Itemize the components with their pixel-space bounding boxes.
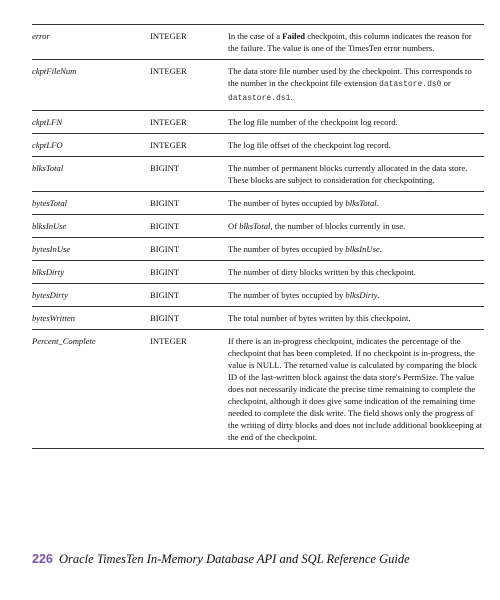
- page-footer: [32, 552, 410, 567]
- column-reference-table: [32, 24, 484, 449]
- description-cell: [228, 330, 484, 449]
- description-text: The data store file number used by the checkpoint. This corresponds to the number in the checkpoint file extension: [228, 66, 472, 88]
- description-cell: [228, 25, 484, 60]
- column-name-cell: bytesTotal: [32, 192, 150, 215]
- description-text: The number of bytes occupied by: [228, 244, 346, 254]
- data-type-cell: INTEGER: [150, 330, 228, 449]
- table-row: [32, 307, 484, 330]
- description-text: .: [379, 244, 382, 254]
- data-type-cell: BIGINT: [150, 192, 228, 215]
- table-row: [32, 157, 484, 192]
- description-cell: [228, 157, 484, 192]
- description-text: In the case of a: [228, 31, 283, 41]
- description-text: Failed: [282, 31, 306, 41]
- description-text: .: [376, 198, 379, 208]
- column-name-cell: bytesWritten: [32, 307, 150, 330]
- table-row: [32, 261, 484, 284]
- data-type-cell: BIGINT: [150, 307, 228, 330]
- description-text: checkpoint, this column indicates the reason for the failure. The value is one of the TimesTen error numbers.: [228, 31, 472, 53]
- column-name-cell: ckptLFN: [32, 111, 150, 134]
- description-text: The log file offset of the checkpoint log record.: [228, 140, 391, 150]
- data-type-cell: INTEGER: [150, 111, 228, 134]
- table-row: [32, 284, 484, 307]
- table-row: [32, 111, 484, 134]
- data-type-cell: INTEGER: [150, 25, 228, 60]
- description-text: If there is an in-progress checkpoint, indicates the percentage of the checkpoint that has been completed. If no checkpoint is in-progress, the value is NULL. The returned value is calculated by comparing the block ID of the last-written block against the data store's PermSize. The value does not necessarily indicate the precise time remaining to complete the checkpoint, although it does give some indication of the remaining time needed to complete the disk write. The field shows only the progress of the writing of dirty blocks and does not include additional bookkeeping at the end of the checkpoint.: [228, 336, 483, 442]
- description-cell: [228, 238, 484, 261]
- description-text: , the number of blocks currently in use.: [270, 221, 406, 231]
- description-text: .: [290, 92, 293, 102]
- table-row: [32, 192, 484, 215]
- data-type-cell: BIGINT: [150, 238, 228, 261]
- description-text: blksInUse: [345, 244, 380, 254]
- description-text: datastore.ds1: [228, 94, 291, 103]
- description-text: The number of bytes occupied by: [228, 198, 346, 208]
- table-body: [32, 25, 484, 449]
- description-text: blksTotal: [239, 221, 271, 231]
- description-text: Of: [228, 221, 240, 231]
- description-cell: [228, 261, 484, 284]
- table-row: [32, 215, 484, 238]
- column-name-cell: Percent_Complete: [32, 330, 150, 449]
- description-text: blksTotal: [345, 198, 377, 208]
- column-name-cell: bytesInUse: [32, 238, 150, 261]
- book-title: Oracle TimesTen In-Memory Database API and SQL Reference Guide: [58, 552, 410, 566]
- page-number: 226: [32, 552, 53, 566]
- data-type-cell: BIGINT: [150, 215, 228, 238]
- table-row: [32, 60, 484, 111]
- table-row: [32, 238, 484, 261]
- description-text: or: [441, 78, 451, 88]
- description-text: .: [377, 290, 380, 300]
- description-text: blksDirty: [345, 290, 378, 300]
- description-text: The number of permanent blocks currently allocated in the data store. These blocks are subject to consideration for checkpointing.: [228, 163, 468, 185]
- description-text: The number of bytes occupied by: [228, 290, 346, 300]
- data-type-cell: INTEGER: [150, 134, 228, 157]
- description-cell: [228, 284, 484, 307]
- data-type-cell: INTEGER: [150, 60, 228, 111]
- column-name-cell: blksTotal: [32, 157, 150, 192]
- column-name-cell: bytesDirty: [32, 284, 150, 307]
- column-name-cell: blksInUse: [32, 215, 150, 238]
- column-name-cell: ckptLFO: [32, 134, 150, 157]
- column-name-cell: blksDirty: [32, 261, 150, 284]
- description-text: The number of dirty blocks written by this checkpoint.: [228, 267, 416, 277]
- description-cell: [228, 60, 484, 111]
- column-name-cell: ckptFileNum: [32, 60, 150, 111]
- table-row: [32, 25, 484, 60]
- description-text: The log file number of the checkpoint log record.: [228, 117, 398, 127]
- table-row: [32, 134, 484, 157]
- description-text: datastore.ds0: [379, 80, 442, 89]
- data-type-cell: BIGINT: [150, 261, 228, 284]
- data-type-cell: BIGINT: [150, 157, 228, 192]
- table-row: [32, 330, 484, 449]
- description-cell: [228, 111, 484, 134]
- description-cell: [228, 307, 484, 330]
- description-cell: [228, 215, 484, 238]
- data-type-cell: BIGINT: [150, 284, 228, 307]
- description-cell: [228, 192, 484, 215]
- description-text: The total number of bytes written by this checkpoint.: [228, 313, 411, 323]
- description-cell: [228, 134, 484, 157]
- column-name-cell: error: [32, 25, 150, 60]
